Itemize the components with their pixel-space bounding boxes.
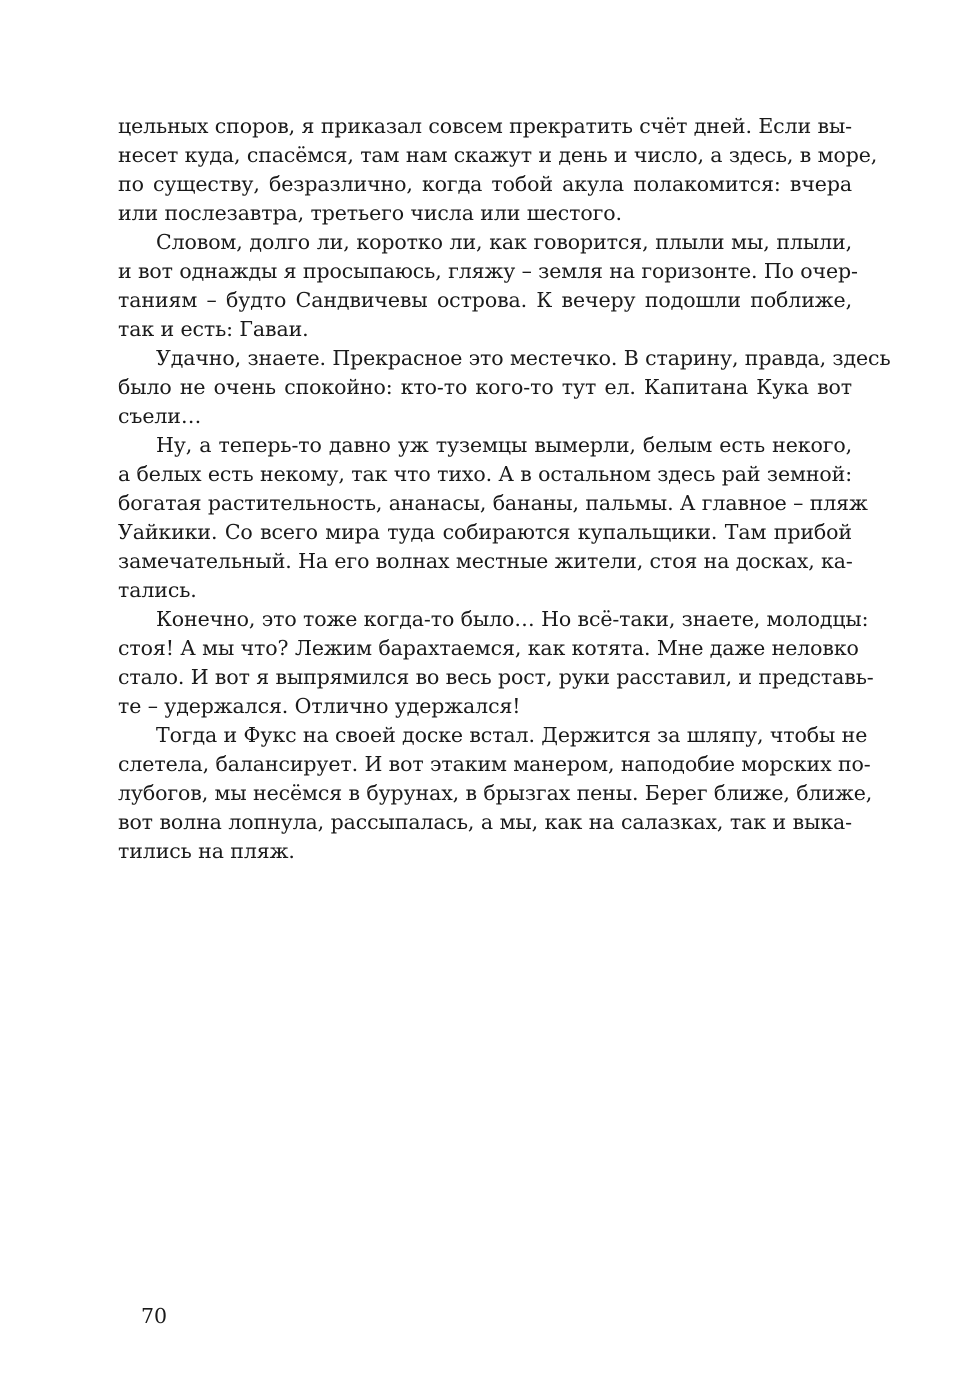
text-line: тились на пляж. [118,839,295,863]
text-line: и вот однажды я просыпаюсь, гляжу – земля на горизонте. По очер- [118,259,858,283]
text-line: стало. И вот я выпрямился во весь рост, руки расставил, и представь- [118,665,874,689]
text-line: несет куда, спасёмся, там нам скажут и день и число, а здесь, в море, [118,143,878,167]
text-line: вот волна лопнула, рассыпалась, а мы, как на салазках, так и выка- [118,810,852,834]
text-line: стоя! А мы что? Лежим барахтаемся, как котята. Мне даже неловко [118,636,859,660]
text-line: лубогов, мы несёмся в бурунах, в брызгах пены. Берег ближе, ближе, [118,781,873,805]
text-line: замечательный. На его волнах местные жители, стоя на досках, ка- [118,549,853,573]
text-line: таниям – будто Сандвичевы острова. К вечеру подошли поближе, [118,288,852,312]
text-line: Ну, а теперь-то давно уж туземцы вымерли, белым есть некого, [156,433,852,457]
text-line: богатая растительность, ананасы, бананы, пальмы. А главное – пляж [118,491,868,515]
text-line: так и есть: Гаваи. [118,317,309,341]
text-line: или послезавтра, третьего числа или шестого. [118,201,622,225]
text-line: Конечно, это тоже когда-то было… Но всё-таки, знаете, молодцы: [156,607,869,631]
text-line: по существу, безразлично, когда тобой акула полакомится: вчера [118,172,852,196]
text-line: Уайкики. Со всего мира туда собираются купальщики. Там прибой [118,520,852,544]
text-line: Словом, долго ли, коротко ли, как говорится, плыли мы, плыли, [156,230,852,254]
text-line: Удачно, знаете. Прекрасное это местечко. В старину, правда, здесь [156,346,891,370]
text-line: цельных споров, я приказал совсем прекратить счёт дней. Если вы- [118,114,852,138]
text-line: а белых есть некому, так что тихо. А в остальном здесь рай земной: [118,462,852,486]
text-line: съели… [118,404,202,428]
text-line: те – удержался. Отлично удержался! [118,694,521,718]
text-line: слетела, балансирует. И вот этаким манером, наподобие морских по- [118,752,871,776]
text-line: тались. [118,578,197,602]
text-line: Тогда и Фукс на своей доске встал. Держится за шляпу, чтобы не [156,723,868,747]
body-text [118,112,891,866]
text-line: было не очень спокойно: кто-то кого-то тут ел. Капитана Кука вот [118,375,852,399]
page-number: 70 [141,1304,168,1328]
